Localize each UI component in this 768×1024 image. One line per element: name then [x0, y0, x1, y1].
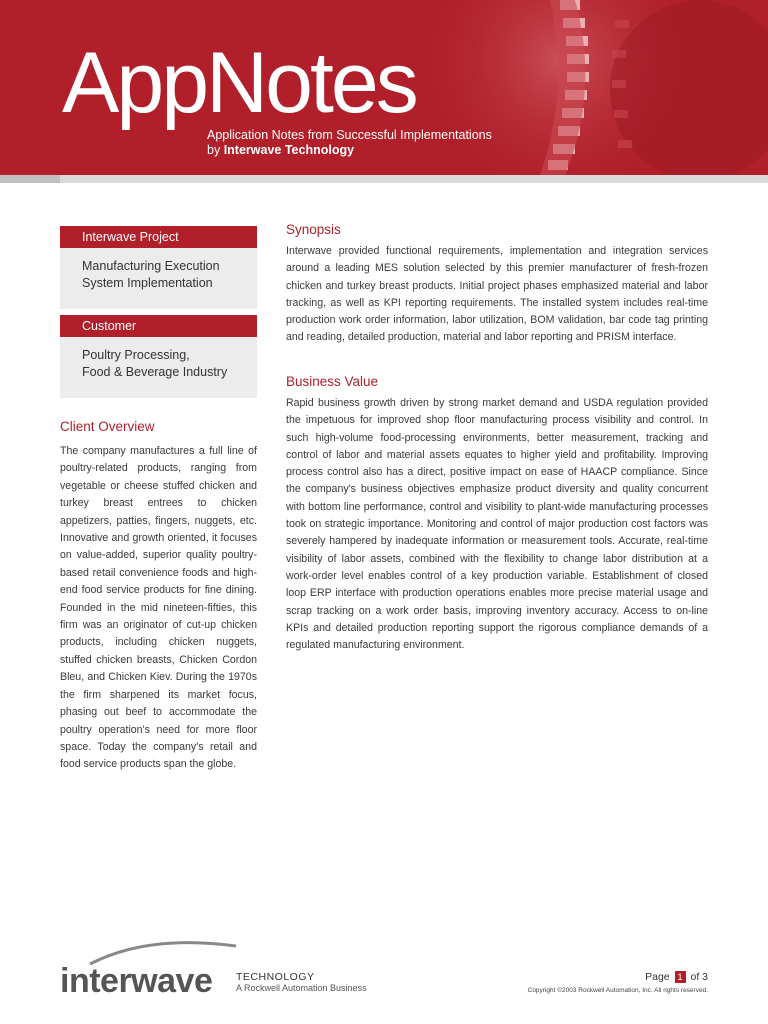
- page-prefix: Page: [645, 971, 670, 983]
- logo-notes-text: Notes: [206, 35, 416, 131]
- business-value-text: Rapid business growth driven by strong market demand and USDA regulation provided the impetuous for improved shop floor manufacturing process visibility and control. In such high-volume food-processing environments, better measurement, tracking and control of labor and material assets equates to higher yield and profitability. Improving process control also has a direct, positive impact on ease of HAACP compliance. Since the company's business objectives emphasize product diversity and quality concurrent with bottom line performance, control and visibility to plant-wide manufacturing processes took on strategic importance. Monitoring and control of major production cost factors was severely hampered by inadequate information or measurement tools. Accurate, real-time visibility of labor assets, combined with the flexibility to change labor distribution at a work-order level enables control of a key production variable. Establishment of closed loop ERP interface with production operations enables more precise material usage and scrap tracking on a work order basis, improving inventory accuracy. Access to on-line KPIs and detailed production reporting support the rigorous compliance demands of a regulated manufacturing environment.: [286, 397, 708, 652]
- business-value-title: Business Value: [286, 374, 379, 389]
- footer-tagline: A Rockwell Automation Business: [236, 983, 367, 993]
- interwave-project-box: [60, 226, 257, 309]
- client-overview-title: Client Overview: [60, 419, 155, 434]
- logo-app-text: App: [62, 35, 207, 131]
- page-suffix: of 3: [690, 971, 708, 983]
- footer-technology: TECHNOLOGY: [236, 971, 315, 983]
- synopsis-text: Interwave provided functional requirements, implementation and integration services around a leading MES solution selected by this premier manufacturer of fresh-frozen chicken and turkey breast products. Initial project phases emphasized material and labor tracking, as well as KPI reporting requirements. The installed system includes real-time production work order information, labor utilization, BOM validation, bar code tag printing and reading, detailed production, material and labor reporting and PRISM interface.: [286, 245, 708, 344]
- by-prefix: by: [207, 143, 224, 157]
- project-label: Interwave Project: [60, 226, 257, 248]
- header-by-line: [207, 143, 492, 158]
- header-subtitle-block: [207, 128, 492, 158]
- interwave-logo: interwave: [60, 962, 213, 1000]
- client-overview-text: The company manufactures a full line of poultry-related products, ranging from vegetable or cheese stuffed chicken and turkey breast entrees to chicken appetizers, patties, fingers, nuggets, etc. Innovative and growth oriented, it focuses on value-added, superior quality poultry-based retail convenience foods and high-end food service products for fine dining. Founded in the mid nineteen-fifties, this firm was an originator of cut-up chicken products, including chicken nuggets, stuffed chicken breasts, Chicken Cordon Bleu, and Chicken Kiev. During the 1970s the firm sharpened its market focus, phasing out beef to accommodate the poultry operation's need for more floor space. Today the company's retail and food service products span the globe.: [60, 445, 257, 771]
- page-current: 1: [675, 971, 686, 983]
- synopsis-title: Synopsis: [286, 222, 341, 237]
- customer-label: Customer: [60, 315, 257, 337]
- by-company: Interwave Technology: [223, 143, 355, 157]
- header-divider-accent: [0, 175, 60, 183]
- customer-line2: Food & Beverage Industry: [82, 364, 228, 379]
- project-line2: System Implementation: [82, 275, 213, 290]
- project-body: [60, 248, 257, 309]
- header-banner: [0, 0, 768, 175]
- header-divider: [0, 175, 768, 183]
- project-line1: Manufacturing Execution: [82, 259, 220, 273]
- customer-body: [60, 337, 257, 398]
- page-indicator: [645, 971, 708, 983]
- copyright-text: Copyright ©2003 Rockwell Automation, Inc. All rights reserved.: [527, 987, 708, 994]
- header-subtitle: Application Notes from Successful Implementations: [207, 128, 492, 142]
- customer-line1: Poultry Processing,: [82, 348, 190, 362]
- customer-box: [60, 315, 257, 398]
